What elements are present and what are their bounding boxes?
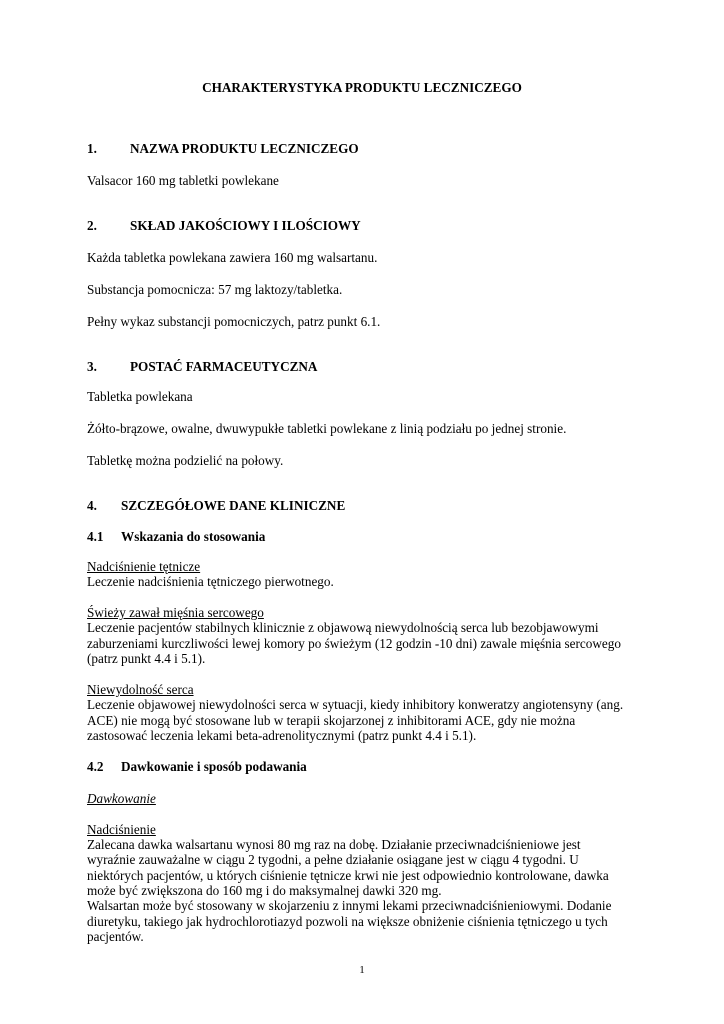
subheading-dosage: Dawkowanie: [87, 791, 156, 806]
text-line: Zalecana dawka walsartanu wynosi 80 mg raz na dobę. Działanie przeciwnadciśnieniowe jest: [87, 837, 581, 852]
page-number: 1: [359, 964, 365, 976]
section-3-paragraph: Tabletkę można podzielić na połowy.: [87, 453, 284, 468]
text-line: niektórych pacjentów, u których ciśnienie tętnicze krwi nie jest odpowiednio kontrolowane, dawka: [87, 868, 609, 883]
section-3-heading: POSTAĆ FARMACEUTYCZNA: [130, 359, 318, 374]
section-3-paragraph: Tabletka powlekana: [87, 389, 193, 404]
subsection-4-1-number: 4.1: [87, 529, 104, 544]
subsection-4-1-heading: Wskazania do stosowania: [121, 529, 266, 544]
section-2-heading: SKŁAD JAKOŚCIOWY I ILOŚCIOWY: [130, 218, 361, 233]
section-3-paragraph: Żółto-brązowe, owalne, dwuwypukłe tabletki powlekane z linią podziału po jednej stronie.: [87, 421, 567, 436]
text-line: zastosować leczenia lekami beta-adrenolitycznymi (patrz punkt 4.4 i 5.1).: [87, 728, 477, 743]
text-line: Leczenie objawowej niewydolności serca w sytuacji, kiedy inhibitory konweratzy angiotensyny (ang.: [87, 697, 624, 712]
subsection-4-2-number: 4.2: [87, 759, 104, 774]
section-2-paragraph: Substancja pomocnicza: 57 mg laktozy/tabletka.: [87, 282, 343, 297]
section-1-number: 1.: [87, 141, 97, 156]
section-4-number: 4.: [87, 498, 97, 513]
section-2-number: 2.: [87, 218, 97, 233]
text-line: wyraźnie zauważalne w ciągu 2 tygodni, a pełne działanie osiągane jest w ciągu 4 tygodni. U: [87, 852, 579, 867]
text-line: ACE) nie mogą być stosowane lub w terapii skojarzonej z inhibitorami ACE, gdy nie można: [87, 713, 576, 728]
section-2-paragraph: Każda tabletka powlekana zawiera 160 mg walsartanu.: [87, 250, 378, 265]
subheading-hypertension-dosage: Nadciśnienie: [87, 822, 156, 837]
text-line: zaburzeniami kurczliwości lewej komory po świeżym (12 godzin -10 dni) zawale mięśnia sercowego: [87, 636, 621, 651]
text-line: Walsartan może być stosowany w skojarzeniu z innymi lekami przeciwnadciśnieniowymi. Dodanie: [87, 898, 612, 913]
text-line: diuretyku, takiego jak hydrochlorotiazyd pozwoli na większe obniżenie ciśnienia tętniczego u tych: [87, 914, 608, 929]
text-line: Leczenie pacjentów stabilnych klinicznie z objawową niewydolnością serca lub bezobjawowymi: [87, 620, 599, 635]
subsection-4-2-heading: Dawkowanie i sposób podawania: [121, 759, 307, 774]
subheading-myocardial-infarction: Świeży zawał mięśnia sercowego: [87, 605, 264, 620]
text-line: może być zwiększona do 160 mg i do maksymalnej dawki 320 mg.: [87, 883, 442, 898]
section-4-heading: SZCZEGÓŁOWE DANE KLINICZNE: [121, 498, 346, 513]
section-1-heading: NAZWA PRODUKTU LECZNICZEGO: [130, 141, 359, 156]
section-2-paragraph: Pełny wykaz substancji pomocniczych, patrz punkt 6.1.: [87, 314, 381, 329]
text-line: pacjentów.: [87, 929, 144, 944]
document-title: CHARAKTERYSTYKA PRODUKTU LECZNICZEGO: [202, 80, 522, 95]
text-line: (patrz punkt 4.4 i 5.1).: [87, 651, 206, 666]
subheading-hypertension: Nadciśnienie tętnicze: [87, 559, 201, 574]
subheading-heart-failure: Niewydolność serca: [87, 682, 194, 697]
section-1-text: Valsacor 160 mg tabletki powlekane: [87, 173, 279, 188]
text-line: Leczenie nadciśnienia tętniczego pierwotnego.: [87, 574, 334, 589]
section-3-number: 3.: [87, 359, 97, 374]
